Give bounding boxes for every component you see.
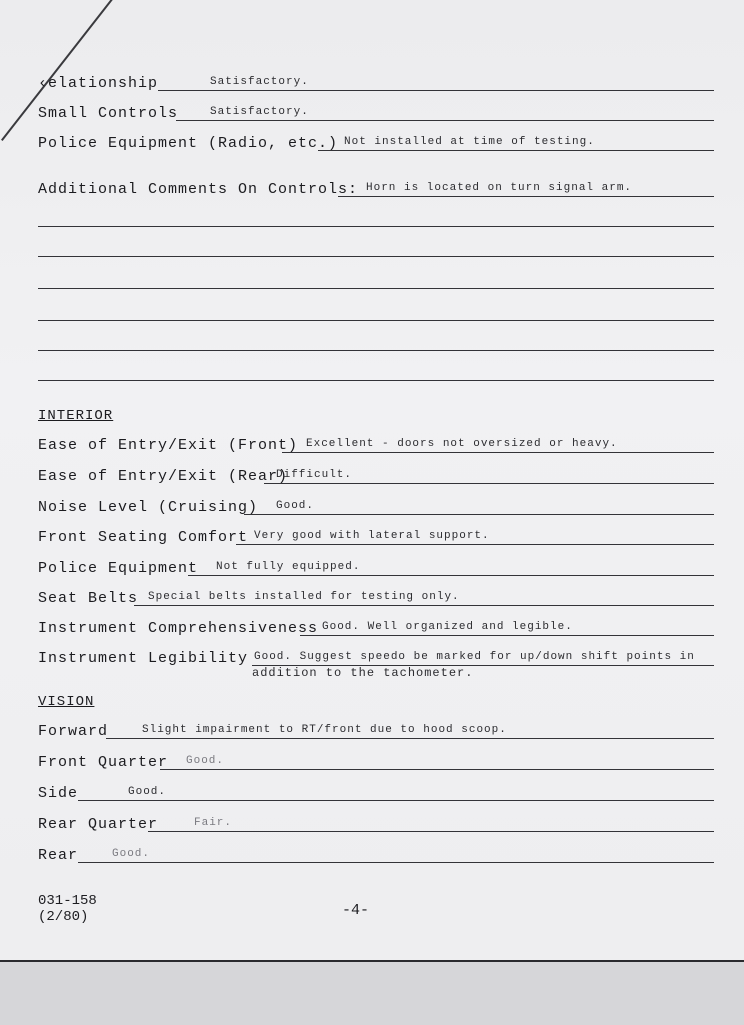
blank-line [38, 256, 714, 257]
page-number: -4- [342, 902, 370, 919]
field-label: Front Quarter [38, 754, 169, 771]
field-label: Police Equipment (Radio, etc.) [38, 135, 339, 152]
fill-line [338, 196, 714, 197]
fill-line [148, 831, 714, 832]
field-front-seating-comfort [38, 524, 714, 548]
field-noise-level [38, 494, 714, 518]
field-additional-comments [38, 176, 714, 200]
field-label: Noise Level (Cruising) [38, 499, 259, 516]
field-seat-belts [38, 585, 714, 609]
field-label: Front Seating Comfort [38, 529, 249, 546]
fill-line [176, 120, 714, 121]
field-value: Not installed at time of testing. [344, 136, 595, 148]
field-vision-front-quarter [38, 749, 714, 773]
form-date: (2/80) [38, 909, 89, 925]
field-value: Special belts installed for testing only. [148, 591, 460, 603]
field-value: Satisfactory. [210, 76, 309, 88]
fill-line [318, 150, 714, 151]
blank-line [38, 320, 714, 321]
blank-line [38, 350, 714, 351]
field-label: Instrument Legibility [38, 650, 249, 667]
field-value: Good. [128, 786, 167, 798]
field-value: Slight impairment to RT/front due to hood scoop. [142, 724, 507, 736]
field-label: Seat Belts [38, 590, 139, 607]
blank-line [38, 380, 714, 381]
section-heading-interior: INTERIOR [38, 408, 114, 424]
field-value: Fair. [194, 817, 233, 829]
field-value: Good. [276, 500, 315, 512]
field-label: Rear Quarter [38, 816, 159, 833]
field-label: Ease of Entry/Exit (Front) [38, 437, 299, 454]
field-value-continued: addition to the tachometer. [252, 666, 474, 680]
field-ease-entry-rear [38, 463, 714, 487]
field-police-equipment-controls [38, 130, 714, 154]
field-police-equipment-interior [38, 555, 714, 579]
field-value: Difficult. [276, 469, 353, 481]
fill-line [236, 544, 714, 545]
field-value: Good. Suggest speedo be marked for up/down shift points in [254, 651, 695, 663]
field-label: Forward [38, 723, 109, 740]
field-ease-entry-front [38, 432, 714, 456]
field-label: ‹elationship [38, 75, 159, 92]
field-label: Police Equipment [38, 560, 199, 577]
form-code [38, 893, 97, 925]
field-value: Good. [186, 755, 225, 767]
field-value: Good. [112, 848, 151, 860]
section-heading-vision: VISION [38, 694, 95, 710]
fill-line [188, 575, 714, 576]
field-vision-rear-quarter [38, 811, 714, 835]
fill-line [78, 800, 714, 801]
blank-line [38, 288, 714, 289]
fill-line [106, 738, 714, 739]
scan-margin [0, 960, 744, 1025]
form-number: 031-158 [38, 893, 97, 909]
fill-line [282, 452, 714, 453]
fill-line [300, 635, 714, 636]
field-vision-side [38, 780, 714, 804]
fill-line [78, 862, 714, 863]
field-value: Excellent - doors not oversized or heavy. [306, 438, 618, 450]
field-value: Very good with lateral support. [254, 530, 490, 542]
field-value: Good. Well organized and legible. [322, 621, 573, 633]
fill-line [244, 514, 714, 515]
fill-line [158, 90, 714, 91]
field-label: Side [38, 785, 79, 802]
field-small-controls [38, 100, 714, 124]
field-vision-rear [38, 842, 714, 866]
field-value: Not fully equipped. [216, 561, 361, 573]
fill-line [160, 769, 714, 770]
field-label: Additional Comments On Controls: [38, 181, 359, 198]
field-label: Instrument Comprehensiveness [38, 620, 319, 637]
field-instrument-legibility-continued [38, 660, 714, 684]
field-label: Ease of Entry/Exit (Rear) [38, 468, 289, 485]
field-value: Satisfactory. [210, 106, 309, 118]
field-vision-forward [38, 718, 714, 742]
fill-line [134, 605, 714, 606]
blank-line [38, 226, 714, 227]
field-label: Small Controls [38, 105, 179, 122]
fill-line [264, 483, 714, 484]
field-value: Horn is located on turn signal arm. [366, 182, 633, 194]
field-instrument-comprehensiveness [38, 615, 714, 639]
field-relationship [38, 70, 714, 94]
field-label: Rear [38, 847, 79, 864]
